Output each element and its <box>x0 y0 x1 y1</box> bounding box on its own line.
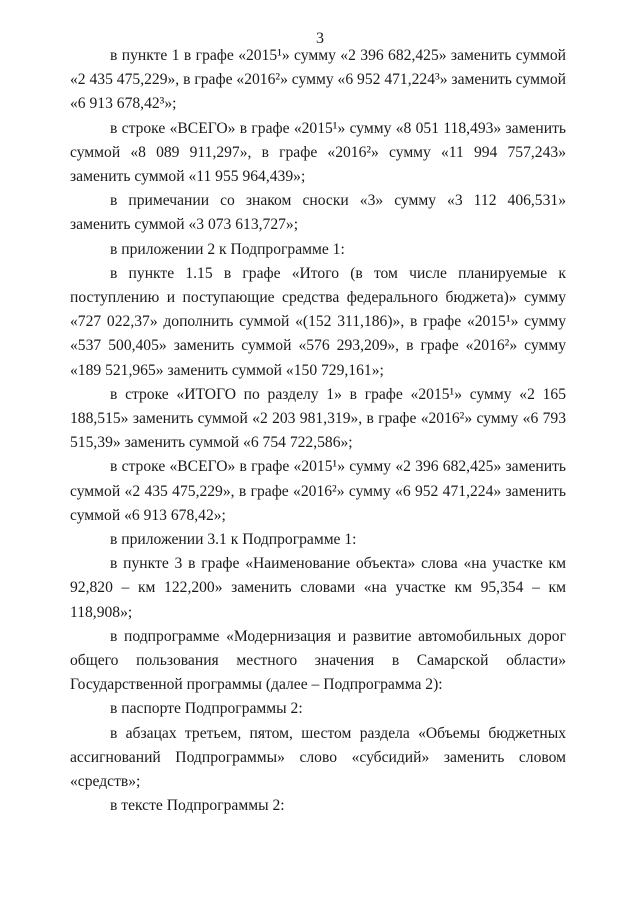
document-body <box>70 44 566 819</box>
paragraph-6: в строке «ИТОГО по разделу 1» в графе «2015¹» сумму «2 165 188,515» заменить суммой «2 203 981,319», в графе «2016²» сумму «6 793 515,39» заменить суммой «6 754 722,586»; <box>70 385 566 452</box>
paragraph-7: в строке «ВСЕГО» в графе «2015¹» сумму «2 396 682,425» заменить суммой «2 435 475,229», в графе «2016²» сумму «6 952 471,224» заменить суммой «6 913 678,42»; <box>70 458 566 524</box>
paragraph-1: в пункте 1 в графе «2015¹» сумму «2 396 682,425» заменить суммой «2 435 475,229», в графе «2016²» сумму «6 952 471,224³» заменить суммой «6 913 678,42³»; <box>70 47 566 113</box>
paragraph-3: в примечании со знаком сноски «3» сумму «3 112 406,531» заменить суммой «3 073 613,727»; <box>70 192 566 234</box>
paragraph-8: в приложении 3.1 к Подпрограмме 1: <box>110 531 357 549</box>
page-number: 3 <box>316 30 324 47</box>
paragraph-5: в пункте 1.15 в графе «Итого (в том числе планируемые к поступлению и поступающие средства федерального бюджета)» сумму «727 022,37» дополнить суммой «(152 311,186)», в графе «2015¹» сумму «537 500,405» заменить суммой «576 293,209», в графе «2016²» сумму «189 521,965» заменить суммой «150 729,161»; <box>70 264 566 379</box>
paragraph-4: в приложении 2 к Подпрограмме 1: <box>110 240 345 258</box>
paragraph-11: в паспорте Подпрограммы 2: <box>110 700 303 718</box>
paragraph-13: в тексте Подпрограммы 2: <box>110 797 285 815</box>
paragraph-12: в абзацах третьем, пятом, шестом раздела «Объемы бюджетных ассигнований Подпрограммы» слово «субсидий» заменить словом «средств»; <box>70 724 566 791</box>
paragraph-9: в пункте 3 в графе «Наименование объекта» слова «на участке км 92,820 – км 122,200» заменить словами «на участке км 95,354 – км 118,908»; <box>70 555 566 621</box>
paragraph-2: в строке «ВСЕГО» в графе «2015¹» сумму «8 051 118,493» заменить суммой «8 089 911,297», в графе «2016²» сумму «11 994 757,243» заменить суммой «11 955 964,439»; <box>70 119 566 186</box>
paragraph-10: в подпрограмме «Модернизация и развитие автомобильных дорог общего пользования местного значения в Самарской области» Государственной программы (далее – Подпрограмма 2): <box>70 627 566 694</box>
